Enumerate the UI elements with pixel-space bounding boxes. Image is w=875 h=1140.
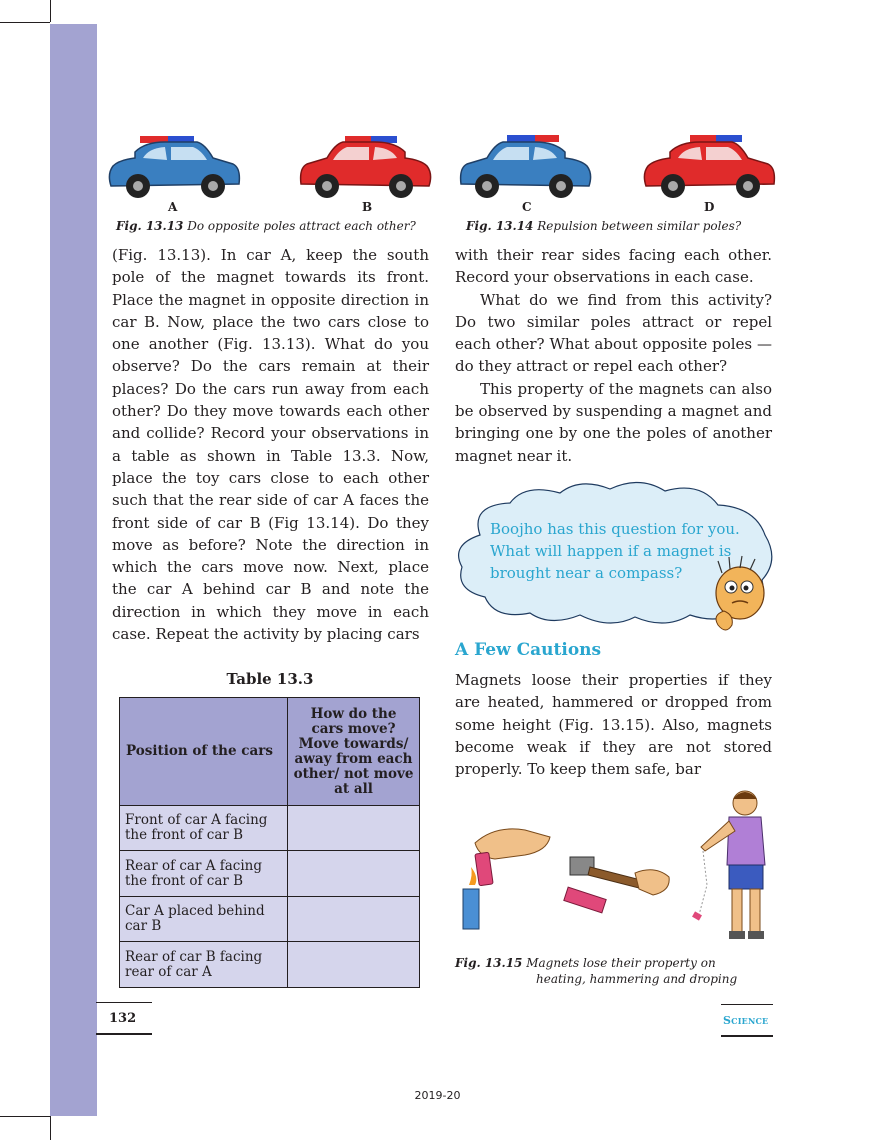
fig-13-15-caption <box>455 956 716 970</box>
body-paragraph: with their rear sides facing each other. Record your observations in each case. <box>455 246 772 287</box>
cautions-text <box>455 669 772 780</box>
table-header-position: Position of the cars <box>120 698 288 806</box>
body-paragraph: What do we find from this activity? Do two similar poles attract or repel each other? What about opposite poles — do they attract or repel each other? <box>455 290 772 376</box>
side-margin-band <box>50 24 97 1116</box>
caption-text: Magnets lose their property on <box>522 956 716 970</box>
table-cell: Rear of car B facing rear of car A <box>120 942 288 988</box>
table-cell-empty <box>288 806 420 851</box>
magnet-cautions-illustration <box>455 785 775 950</box>
crop-mark <box>0 22 50 23</box>
edition-year: 2019-20 <box>414 1089 461 1102</box>
fig-13-13-caption <box>116 219 416 233</box>
table-cell-empty <box>288 942 420 988</box>
crop-mark <box>50 1116 51 1140</box>
page-number-block <box>96 1002 152 1034</box>
body-paragraph: (Fig. 13.13). In car A, keep the south pole of the magnet towards its front. Place the magnet in opposite direction in car B. Now, place the two cars close to one another (Fig. 13.13). What do you observe? Do the cars remain at their places? Do the cars run away from each other? Do they move towards each other and collide? Record your observations in a table as shown in Table 13.3. Now, place the toy cars close to each other such that the rear side of car A faces the front side of car B (Fig 13.14). Do they move as before? Note the direction in which the cars move now. Next, place the car A behind car B and note the direction in which they move in each case. Repeat the activity by placing cars <box>112 246 429 644</box>
table-title: Table 13.3 <box>226 670 314 688</box>
body-paragraph: Magnets loose their properties if they are heated, hammered or dropped from some height (Fig. 13.15). Also, magnets become weak if they are not stored properly. To keep them safe, bar <box>455 671 772 779</box>
car-c-illustration <box>455 130 595 205</box>
car-label-a: A <box>168 200 178 214</box>
caption-text: Do opposite poles attract each other? <box>183 219 416 233</box>
car-a-illustration <box>105 130 245 205</box>
table-cell: Car A placed behind car B <box>120 897 288 942</box>
table-row <box>120 942 420 988</box>
crop-mark <box>50 0 51 22</box>
left-column-text <box>112 244 429 645</box>
table-cell-empty <box>288 897 420 942</box>
book-title-block <box>721 1004 773 1036</box>
table-cell-empty <box>288 851 420 897</box>
fig-number: Fig. 13.14 <box>466 219 534 233</box>
right-column-text <box>455 244 772 467</box>
car-label-b: B <box>362 200 373 214</box>
table-row <box>120 897 420 942</box>
divider <box>96 1002 152 1003</box>
boojho-question: Boojho has this question for you. What will happen if a magnet is brought near a compass? <box>490 520 740 582</box>
car-label-c: C <box>522 200 532 214</box>
observation-table <box>119 697 420 988</box>
table-header-movement: How do the cars move? Move towards/ away from each other/ not move at all <box>288 698 420 806</box>
table-row <box>120 851 420 897</box>
car-label-d: D <box>704 200 715 214</box>
fig-number: Fig. 13.13 <box>116 219 184 233</box>
page-number: 132 <box>109 1011 137 1026</box>
fig-13-15-caption-line2: heating, hammering and droping <box>536 972 738 986</box>
table-cell: Front of car A facing the front of car B <box>120 806 288 851</box>
fig-13-14-caption <box>466 219 741 233</box>
divider <box>721 1004 773 1005</box>
fig-number: Fig. 13.15 <box>455 956 523 970</box>
table-row <box>120 806 420 851</box>
car-b-illustration <box>295 130 435 205</box>
table-cell: Rear of car A facing the front of car B <box>120 851 288 897</box>
section-heading: A Few Cautions <box>455 640 602 660</box>
book-title: Science <box>723 1014 769 1027</box>
body-paragraph: This property of the magnets can also be observed by suspending a magnet and bringing one by one the poles of another magnet near it. <box>455 379 772 465</box>
divider <box>721 1035 773 1037</box>
crop-mark <box>0 1116 50 1117</box>
caption-text: Repulsion between similar poles? <box>533 219 742 233</box>
divider <box>96 1033 152 1035</box>
car-d-illustration <box>640 130 780 205</box>
